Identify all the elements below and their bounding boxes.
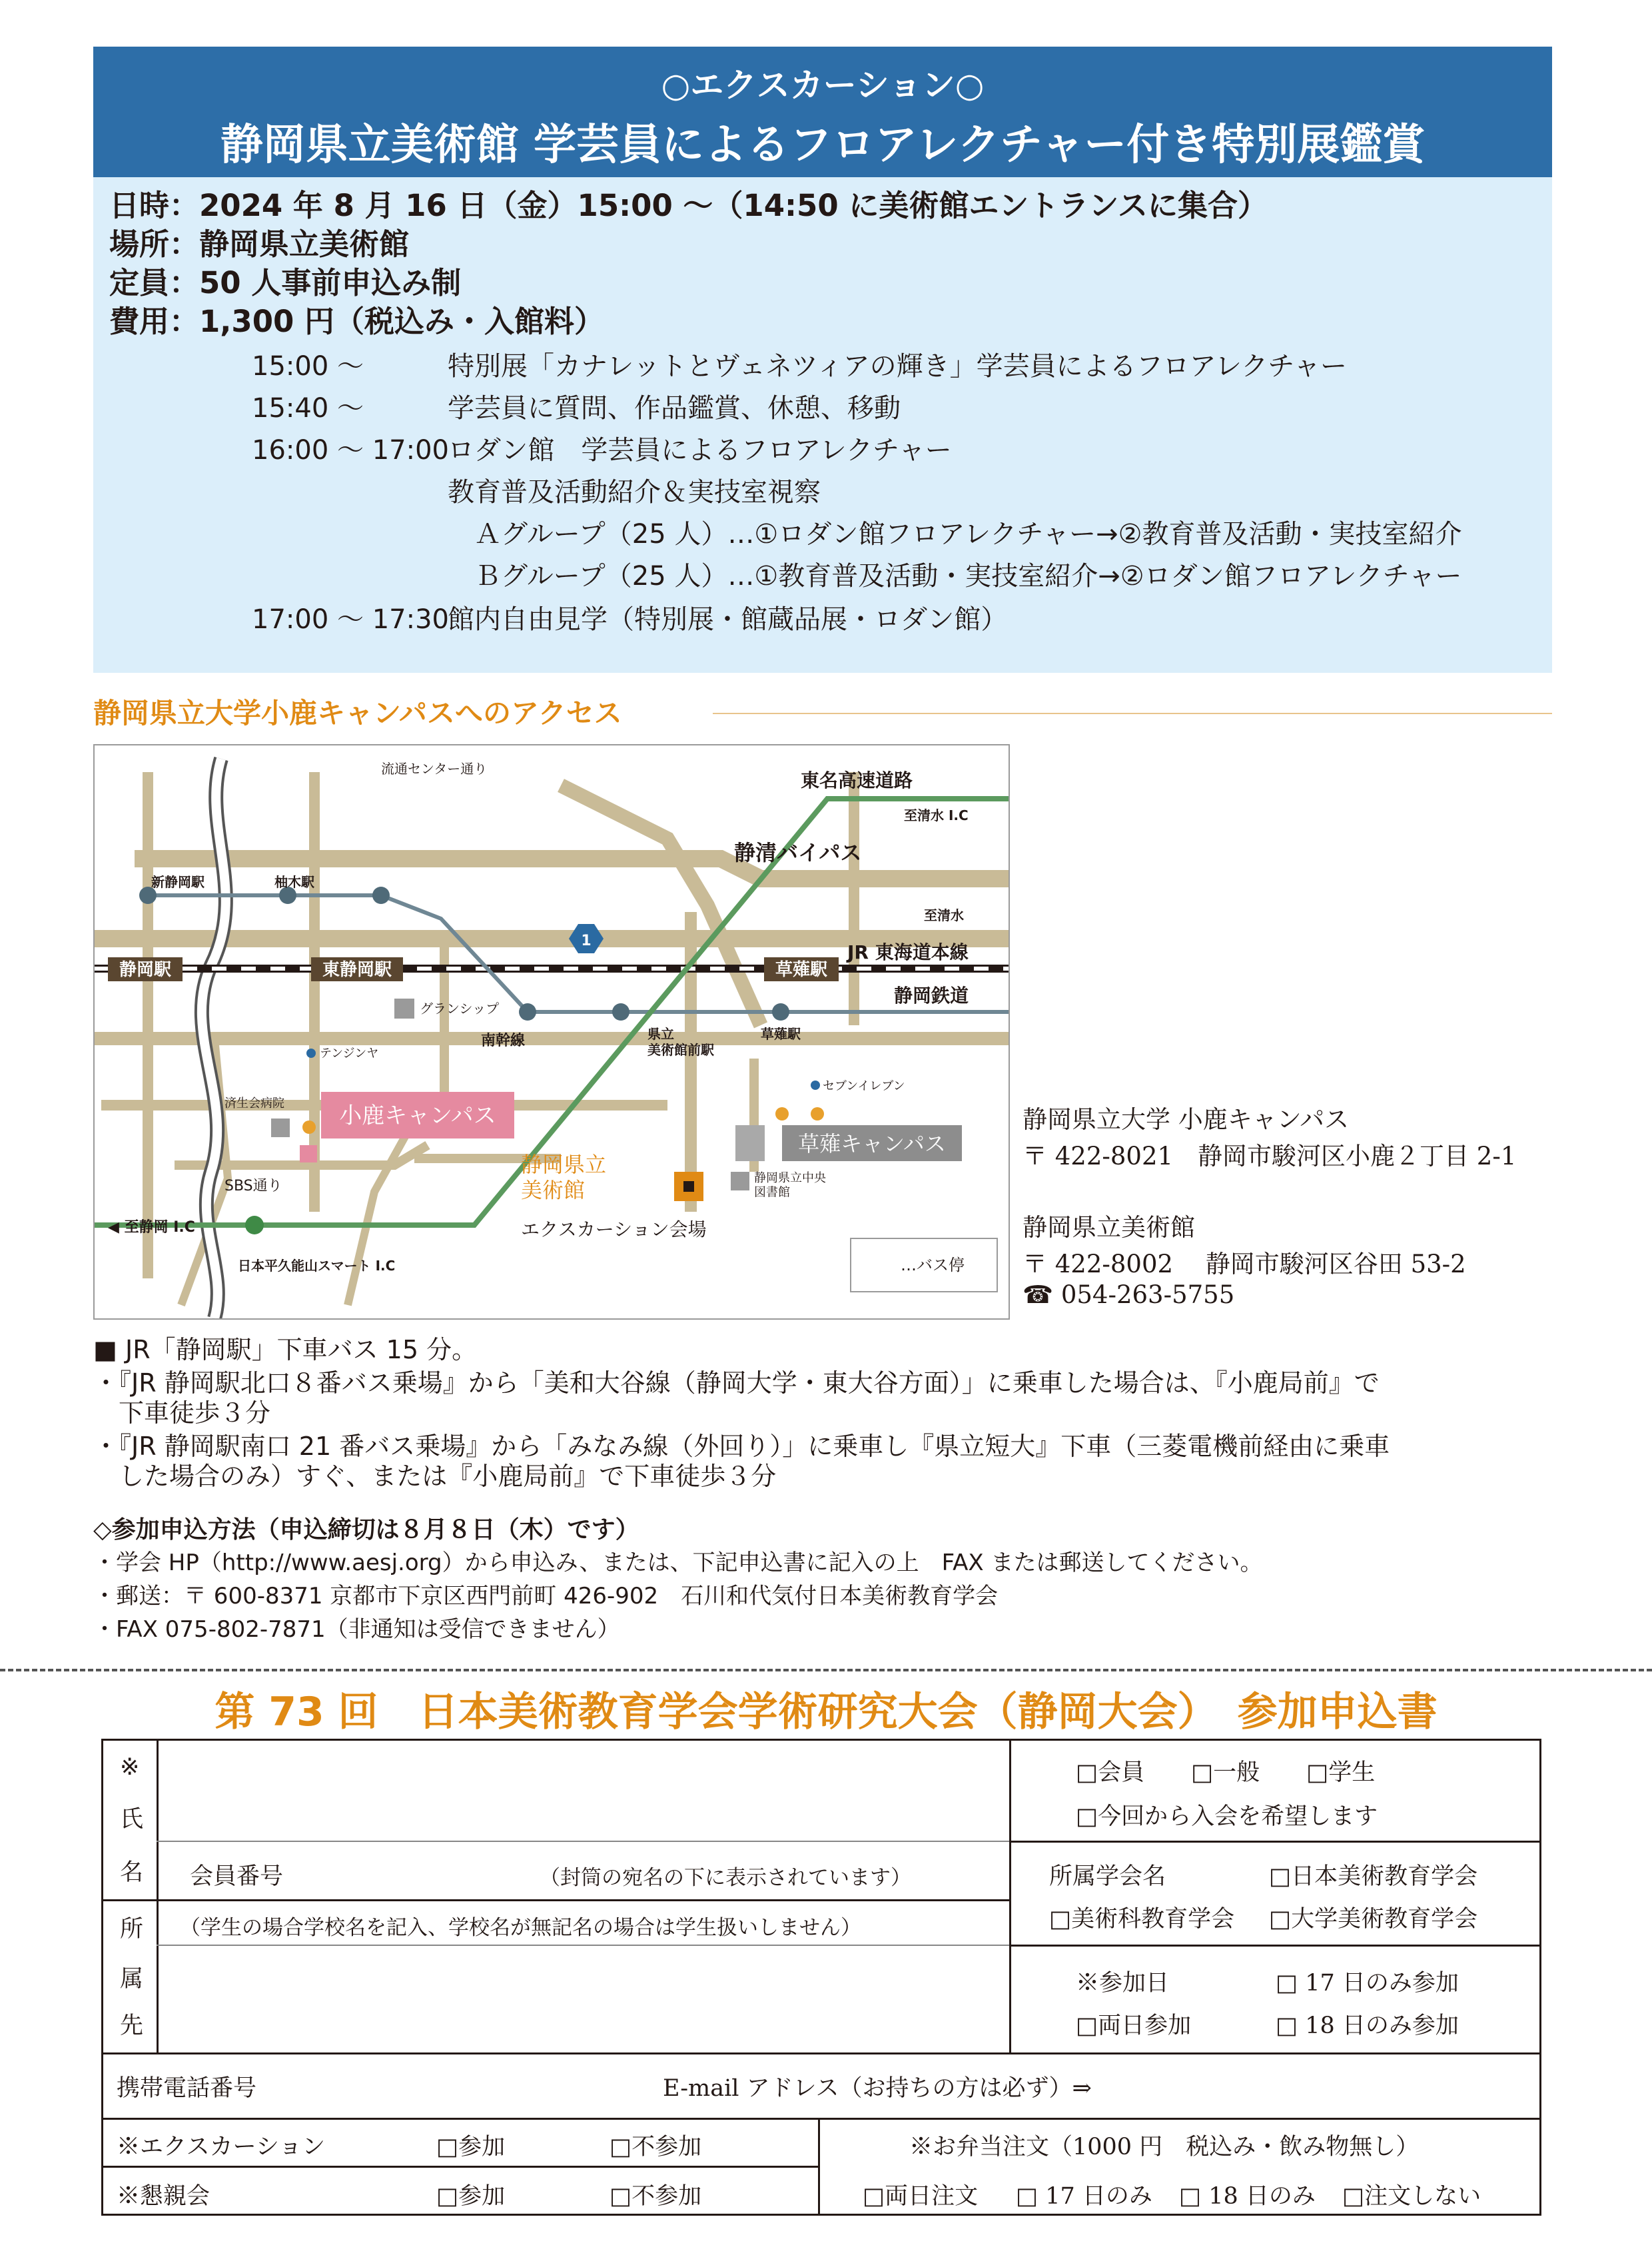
participation-day-label: ※参加日 <box>1076 1970 1170 1997</box>
excursion-decline-checkbox[interactable]: □不参加 <box>610 2134 702 2160</box>
bento-18-checkbox[interactable]: □ 18 日のみ <box>1179 2183 1316 2210</box>
map-label-tomei: 東名高速道路 <box>801 769 913 791</box>
apply-heading: ◇参加申込方法（申込締切は８月８日（木）です） <box>93 1516 639 1544</box>
map-label-to-shizuoka-ic: ◀ 至静岡 I.C <box>108 1219 195 1236</box>
map-label-ryutsu: 流通センター通り <box>381 761 488 777</box>
museum-phone: ☎ 054-263-5755 <box>1023 1280 1235 1309</box>
name-label-1: 氏 <box>120 1806 144 1833</box>
access-heading-rule <box>713 713 1552 714</box>
apply-line: ・郵送：〒 600-8371 京都市下京区西門前町 426-902 石川和代気付日本美術教育学会 <box>93 1583 999 1609</box>
info-place: 場所：静岡県立美術館 <box>109 226 410 262</box>
schedule-time: 17:00 〜 17:30 <box>252 604 449 635</box>
map-label-kusanagi-small: 草薙駅 <box>761 1026 801 1042</box>
apply-line: ・FAX 075-802-7871（非通知は受信できません） <box>93 1616 620 1643</box>
email-label: E-mail アドレス（お持ちの方は必ず）⇒ <box>663 2075 1092 2102</box>
bus-stop-legend: …バス停 <box>901 1256 965 1274</box>
excursion-attend-checkbox[interactable]: □参加 <box>436 2134 506 2160</box>
excursion-subtitle: ○エクスカーション○ <box>661 66 985 105</box>
info-datetime: 日時：2024 年 8 月 16 日（金）15:00 〜（14:50 に美術館エントランスに集合） <box>109 188 1268 223</box>
schedule-desc: 教育普及活動紹介＆実技室視察 <box>448 477 821 508</box>
name-label-mark: ※ <box>120 1754 140 1781</box>
society-checkbox-2[interactable]: □美術科教育学会 <box>1049 1906 1235 1933</box>
society-checkbox-1[interactable]: □日本美術教育学会 <box>1269 1863 1478 1890</box>
schedule-desc: 特別展「カナレットとヴェネツィアの輝き」学芸員によるフロアレクチャー <box>448 351 1347 382</box>
bento-both-checkbox[interactable]: □両日注文 <box>863 2183 979 2210</box>
day17-checkbox[interactable]: □ 17 日のみ参加 <box>1276 1970 1459 1997</box>
access-map-svg <box>95 745 1009 1318</box>
both-days-checkbox[interactable]: □両日参加 <box>1076 2013 1192 2039</box>
map-label-smart-ic: 日本平久能山スマート I.C <box>238 1258 396 1274</box>
address-oshika: 〒 422-8021 静岡市駿河区小鹿２丁目 2-1 <box>1023 1142 1517 1170</box>
shizuoka-station-label: 静岡駅 <box>119 960 172 980</box>
map-label-tenjinya: テンジンヤ <box>320 1047 379 1061</box>
bento-none-checkbox[interactable]: □注文しない <box>1342 2183 1481 2210</box>
phone-label: 携帯電話番号 <box>117 2075 257 2102</box>
map-label-saiseikai: 済生会病院 <box>224 1097 284 1111</box>
map-label-jr-line: JR 東海道本線 <box>847 941 969 963</box>
cut-line <box>0 1669 1652 1671</box>
schedule-time: 15:00 〜 <box>252 351 364 382</box>
access-map <box>93 744 1010 1320</box>
oshika-campus-label: 小鹿キャンパス <box>339 1103 496 1129</box>
excursion-header <box>93 47 1552 177</box>
excursion-label: ※エクスカーション <box>117 2134 326 2160</box>
schedule-desc: 館内自由見学（特別展・館蔵品展・ロダン館） <box>448 604 1008 635</box>
form-title: 第 73 回 日本美術教育学会学術研究大会（静岡大会） 参加申込書 <box>214 1689 1438 1735</box>
excursion-info <box>93 177 1552 673</box>
map-label-to-shimizu: 至清水 <box>924 907 964 923</box>
schedule-time: 15:40 〜 <box>252 393 364 424</box>
kusanagi-campus-label: 草薙キャンパス <box>798 1131 946 1156</box>
affil-label-1: 所 <box>120 1916 144 1943</box>
map-label-to-shimizu-ic: 至清水 I.C <box>904 807 969 823</box>
map-label-nankan: 南幹線 <box>481 1033 526 1049</box>
schedule-desc: Ｂグループ（25 人）…①教育普及活動・実技室紹介→②ロダン館フロアレクチャー <box>448 561 1462 592</box>
application-form <box>101 1739 1541 2216</box>
map-label-excursion-venue: エクスカーション会場 <box>521 1218 707 1240</box>
join-wish-checkbox[interactable]: □今回から入会を希望します <box>1076 1803 1378 1830</box>
schedule-time: 16:00 〜 17:00 <box>252 435 449 466</box>
bento-label: ※お弁当注文（1000 円 税込み・飲み物無し） <box>909 2134 1420 2160</box>
map-label-museum: 静岡県立美術館 <box>521 1152 607 1203</box>
map-label-library: 静岡県立中央図書館 <box>754 1171 826 1200</box>
access-note: ・『JR 静岡駅南口 21 番バス乗場』から「みなみ線（外回り）」に乗車し『県立短大』下車（三菱電機前経由に乗車 <box>93 1432 1390 1461</box>
bento-17-checkbox[interactable]: □ 17 日のみ <box>1016 2183 1152 2210</box>
map-label-shizutetsu: 静岡鉄道 <box>894 985 969 1007</box>
member-number-note: （封筒の宛名の下に表示されています） <box>540 1866 911 1890</box>
access-note: ■ JR「静岡駅」下車バス 15 分。 <box>93 1335 478 1364</box>
party-decline-checkbox[interactable]: □不参加 <box>610 2183 702 2210</box>
map-label-grandship: グランシップ <box>420 1001 500 1017</box>
access-note: 下車徒歩３分 <box>93 1398 271 1428</box>
higashi-shizuoka-station-label: 東静岡駅 <box>322 960 392 980</box>
map-label-yunoki: 柚木駅 <box>274 874 314 890</box>
map-label-kenritsu-station: 県立美術館前駅 <box>647 1026 714 1058</box>
society-checkbox-3[interactable]: □大学美術教育学会 <box>1269 1906 1478 1933</box>
route1-label: 1 <box>581 933 592 949</box>
access-heading: 静岡県立大学小鹿キャンパスへのアクセス <box>93 697 622 729</box>
address-oshika-name: 静岡県立大学 小鹿キャンパス <box>1023 1105 1350 1134</box>
schedule-desc: ロダン館 学芸員によるフロアレクチャー <box>448 435 952 466</box>
address-museum: 〒 422-8002 静岡市駿河区谷田 53-2 <box>1023 1250 1466 1278</box>
affil-label-3: 先 <box>120 2013 144 2039</box>
access-note: した場合のみ）すぐ、または『小鹿局前』で下車徒歩３分 <box>93 1462 777 1491</box>
access-note: ・『JR 静岡駅北口８番バス乗場』から「美和大谷線（静岡大学・東大谷方面）」に乗車した場合は、『小鹿局前』で <box>93 1368 1380 1398</box>
address-museum-name: 静岡県立美術館 <box>1023 1213 1195 1242</box>
kusanagi-station-label: 草薙駅 <box>775 960 828 980</box>
map-label-seisei-bypass: 静清バイパス <box>734 840 862 865</box>
affil-note: （学生の場合学校名を記入、学校名が無記名の場合は学生扱いしません） <box>180 1916 861 1940</box>
society-label: 所属学会名 <box>1049 1863 1166 1890</box>
schedule-desc: Ａグループ（25 人）…①ロダン館フロアレクチャー→②教育普及活動・実技室紹介 <box>448 519 1462 550</box>
map-label-seven: セブンイレブン <box>823 1079 905 1093</box>
schedule-desc: 学芸員に質問、作品鑑賞、休憩、移動 <box>448 393 901 424</box>
name-label-2: 名 <box>120 1859 144 1886</box>
day18-checkbox[interactable]: □ 18 日のみ参加 <box>1276 2013 1459 2039</box>
map-label-shinshizuoka: 新静岡駅 <box>151 874 205 890</box>
map-label-sbs: SBS通り <box>224 1178 282 1194</box>
apply-line: ・学会 HP（http://www.aesj.org）から申込み、または、下記申込書に記入の上 FAX または郵送してください。 <box>93 1550 1263 1576</box>
info-capacity: 定員：50 人事前申込み制 <box>109 265 462 300</box>
party-label: ※懇親会 <box>117 2183 210 2210</box>
party-attend-checkbox[interactable]: □参加 <box>436 2183 506 2210</box>
info-fee: 費用：1,300 円（税込み・入館料） <box>109 304 605 339</box>
excursion-title: 静岡県立美術館 学芸員によるフロアレクチャー付き特別展鑑賞 <box>220 121 1426 170</box>
affil-label-2: 属 <box>120 1966 144 1993</box>
member-type-checkboxes[interactable]: □会員 □一般 □学生 <box>1076 1759 1376 1786</box>
member-number-label: 会員番号 <box>190 1863 284 1890</box>
